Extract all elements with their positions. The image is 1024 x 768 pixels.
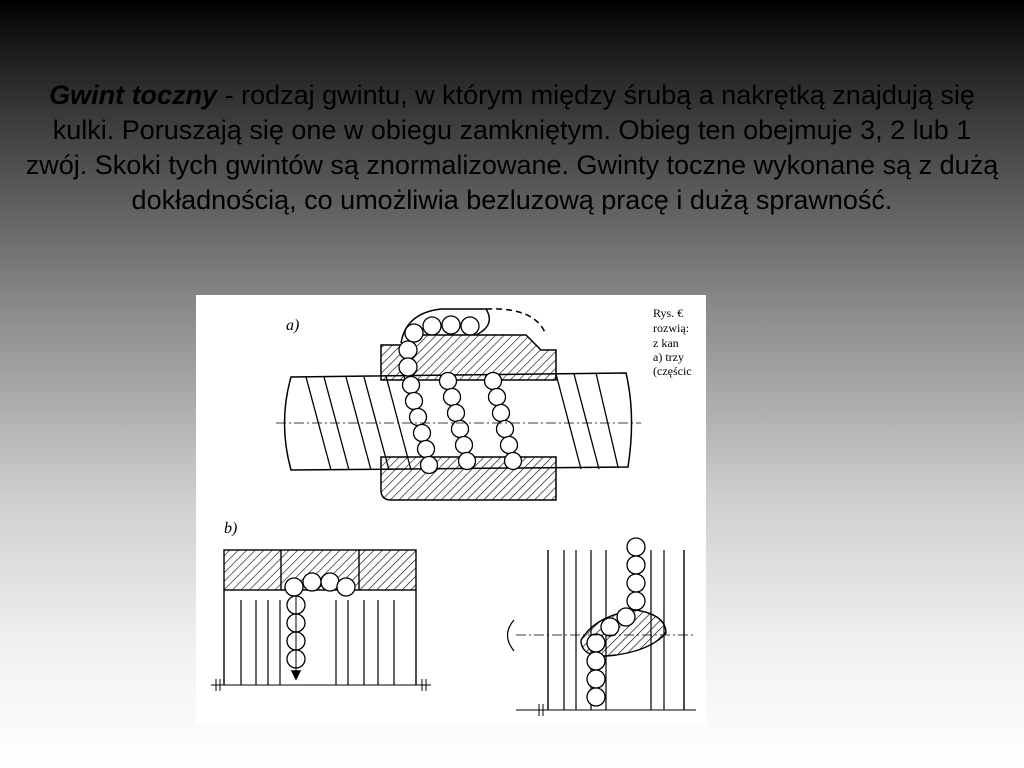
- caption-line-3: z kan: [653, 336, 679, 350]
- label-a: a): [286, 317, 300, 334]
- drawing-b-right-section: [508, 538, 697, 716]
- caption-line-5: (częścic: [653, 364, 692, 378]
- slide-text: [20, 78, 1004, 218]
- caption-line-2: rozwią:: [653, 321, 689, 335]
- caption-line-1: Rys. €: [653, 306, 684, 320]
- figure-caption: [653, 306, 692, 378]
- term-gwint-toczny: Gwint toczny: [49, 80, 218, 110]
- definition-text: - rodzaj gwintu, w którym między śrubą a nakrętką znajdują się kulki. Poruszają się one w obiegu zamkniętym. Obieg ten obejmuje 3, 2 lub 1 zwój. Skoki tych gwintów są znormalizowane. Gwinty toczne wykonane są z dużą dokładnością, co umożliwia bezluzową pracę i dużą sprawność.: [25, 80, 999, 215]
- label-b: b): [224, 520, 238, 537]
- caption-line-4: a) trzy: [653, 350, 684, 364]
- ball-screw-illustration: [196, 295, 706, 725]
- drawing-a-ball-screw: [276, 309, 641, 500]
- drawing-b-left-section: [211, 550, 431, 691]
